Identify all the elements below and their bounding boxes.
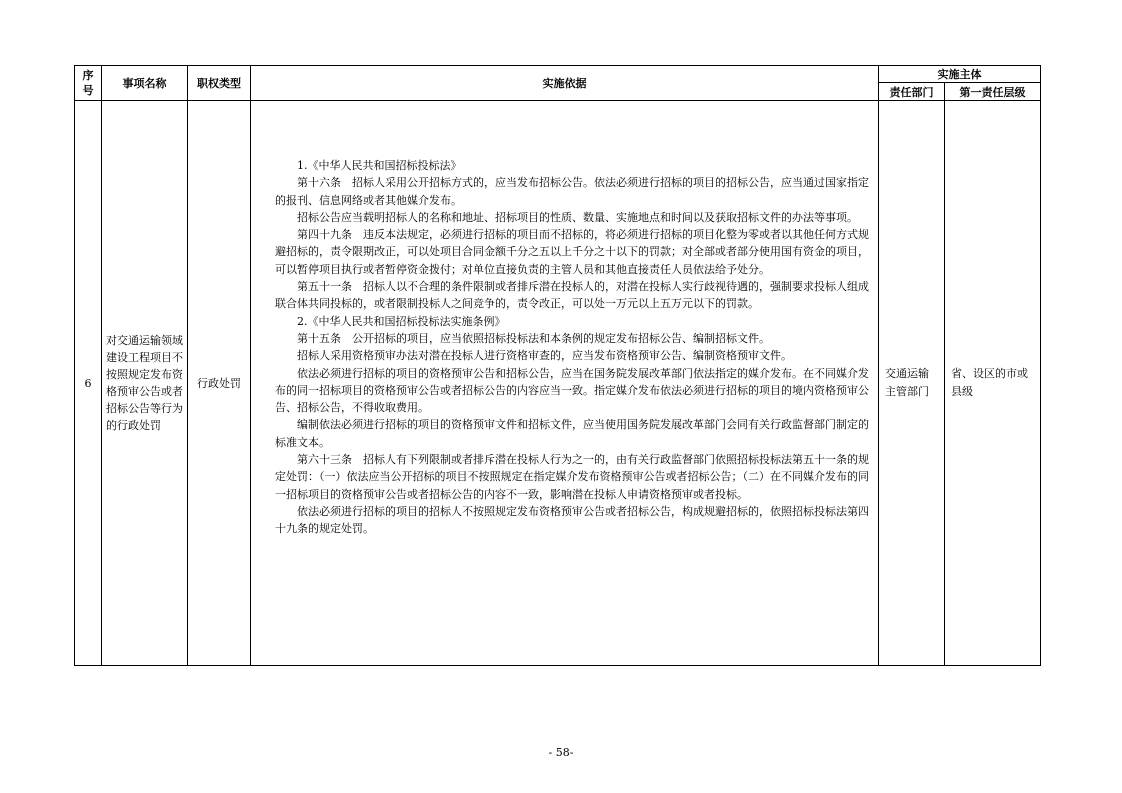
header-item-name: 事项名称 xyxy=(102,66,188,101)
page-number: - 58- xyxy=(548,746,574,759)
basis-paragraph: 依法必须进行招标的项目的招标人不按照规定发布资格预审公告或者招标公告，构成规避招标的，依照招标投标法第四十九条的规定处罚。 xyxy=(275,504,869,536)
row-item-name: 对交通运输领域建设工程项目不按照规定发布资格预审公告或者招标公告等行为的行政处罚 xyxy=(102,101,188,666)
header-subject: 实施主体 xyxy=(879,66,1041,83)
power-list-table xyxy=(74,65,1041,666)
table-header-row xyxy=(75,66,1041,83)
basis-paragraph: 第五十一条 招标人以不合理的条件限制或者排斥潜在投标人的，对潜在投标人实行歧视待遇的，强制要求投标人组成联合体共同投标的，或者限制投标人之间竞争的，责令改正，可以处一万元以上五万元以下的罚款。 xyxy=(275,280,869,311)
row-seq: 6 xyxy=(75,101,102,666)
row-level: 省、设区的市或县级 xyxy=(945,101,1041,666)
basis-paragraph: 1.《中华人民共和国招标投标法》 xyxy=(297,159,462,172)
basis-paragraph: 2.《中华人民共和国招标投标法实施条例》 xyxy=(297,314,506,328)
row-basis xyxy=(251,101,879,666)
row-power-type: 行政处罚 xyxy=(188,101,251,666)
basis-paragraph: 编制依法必须进行招标的项目的资格预审文件和招标文件，应当使用国务院发展改革部门会同有关行政监督部门制定的标准文本。 xyxy=(275,418,869,449)
header-seq: 序号 xyxy=(75,66,102,101)
basis-paragraph: 第六十三条 招标人有下列限制或者排斥潜在投标人行为之一的，由有关行政监督部门依照招标投标法第五十一条的规定处罚：（一）依法应当公开招标的项目不按照规定在指定媒介发布资格预审公告或者招标公告；（二）在不同媒介发布的同一招标项目的资格预审公告或者招标公告的内容不一致，影响潜在投标人申请资格预审或者投标。 xyxy=(275,453,869,501)
table-row xyxy=(75,101,1041,666)
basis-paragraph: 第四十九条 违反本法规定，必须进行招标的项目而不招标的，将必须进行招标的项目化整为零或者以其他任何方式规避招标的，责令限期改正，可以处项目合同金额千分之五以上千分之十以下的罚款；对全部或者部分使用国有资金的项目，可以暂停项目执行或者暂停资金拨付；对单位直接负责的主管人员和其他直接责任人员依法给予处分。 xyxy=(275,228,869,276)
basis-paragraph: 第十六条 招标人采用公开招标方式的，应当发布招标公告。依法必须进行招标的项目的招标公告，应当通过国家指定的报刊、信息网络或者其他媒介发布。 xyxy=(275,176,869,207)
row-dept: 交通运输主管部门 xyxy=(879,101,945,666)
header-dept: 责任部门 xyxy=(879,83,945,101)
basis-paragraph: 第十五条 公开招标的项目，应当依照招标投标法和本条例的规定发布招标公告、编制招标文件。 xyxy=(297,331,770,345)
header-level: 第一责任层级 xyxy=(945,83,1041,101)
basis-paragraph: 招标人采用资格预审办法对潜在投标人进行资格审查的，应当发布资格预审公告、编制资格预审文件。 xyxy=(297,349,792,363)
basis-paragraph: 依法必须进行招标的项目的资格预审公告和招标公告，应当在国务院发展改革部门依法指定的媒介发布。在不同媒介发布的同一招标项目的资格预审公告或者招标公告的内容应当一致。指定媒介发布依法必须进行招标的项目的境内资格预审公告、招标公告，不得收取费用。 xyxy=(275,366,869,415)
header-power-type: 职权类型 xyxy=(188,66,251,101)
header-basis: 实施依据 xyxy=(251,66,879,101)
basis-paragraph: 招标公告应当载明招标人的名称和地址、招标项目的性质、数量、实施地点和时间以及获取招标文件的办法等事项。 xyxy=(297,210,858,224)
